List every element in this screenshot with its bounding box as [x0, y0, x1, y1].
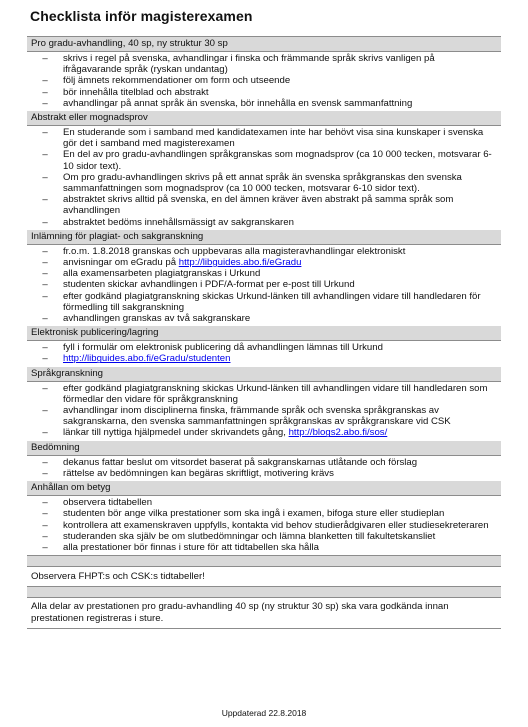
checklist-item [27, 149, 499, 171]
checklist-item [27, 268, 499, 279]
checklist-item [27, 405, 499, 427]
checklist-item [27, 291, 499, 313]
dash-bullet-icon: – [42, 279, 48, 291]
link[interactable]: http://blogs2.abo.fi/sos/ [288, 427, 388, 439]
item-text-segment: rättelse av bedömningen kan begäras skriftligt, motivering krävs [63, 467, 334, 479]
item-text-segment: En del av pro gradu-avhandlingen språkgranskas som mognadsprov (ca 10 000 tecken, motsvarar 6-10 sidor text). [63, 149, 492, 172]
checklist-table [27, 36, 501, 629]
item-text [63, 313, 499, 324]
item-text [63, 194, 499, 216]
item-text-segment: länkar till nyttiga hjälpmedel under skrivandets gång, [63, 427, 289, 439]
dash-bullet-icon: – [42, 290, 48, 302]
item-text-segment: studeranden ska själv be om slutbedömningar och lämna blanketten till fakultetskansliet [63, 530, 436, 542]
dash-bullet-icon: – [42, 194, 48, 206]
item-text-segment: abstraktet bedöms innehållsmässigt av sakgranskaren [63, 216, 294, 228]
item-text-segment: En studerande som i samband med kandidatexamen inte har behövt visa sina kunskaper i svenska gör det i samband med magisterexamen [63, 127, 484, 150]
checklist-item [27, 53, 499, 75]
item-text-segment: fyll i formulär om elektronisk publicering då avhandlingen lämnas till Urkund [63, 342, 383, 354]
item-text [63, 520, 499, 531]
footer-note: Alla delar av prestationen pro gradu-avhandling 40 sp (ny struktur 30 sp) ska vara godkända innan prestationen registreras i sture. [27, 598, 501, 628]
item-text [63, 291, 499, 313]
dash-bullet-icon: – [42, 313, 48, 325]
item-text [63, 257, 499, 268]
section-body [27, 245, 501, 326]
dash-bullet-icon: – [42, 86, 48, 98]
checklist-item [27, 98, 499, 109]
item-text [63, 172, 499, 194]
dash-bullet-icon: – [42, 171, 48, 183]
item-text [63, 342, 499, 353]
checklist-item [27, 457, 499, 468]
checklist [27, 497, 499, 553]
divider [27, 555, 501, 567]
dash-bullet-icon: – [42, 519, 48, 531]
item-text [63, 87, 499, 98]
dash-bullet-icon: – [42, 467, 48, 479]
checklist [27, 53, 499, 109]
item-text-segment: kontrollera att examenskraven uppfylls, kontakta vid behov studierådgivaren eller studiesekreteraren [63, 519, 489, 531]
dash-bullet-icon: – [42, 97, 48, 109]
dash-bullet-icon: – [42, 216, 48, 228]
checklist-item [27, 246, 499, 257]
item-text [63, 53, 499, 75]
section-heading: Abstrakt eller mognadsprov [27, 111, 501, 126]
item-text-segment: alla examensarbeten plagiatgranskas i Urkund [63, 268, 261, 280]
item-text-segment: abstraktet skrivs alltid på svenska, en del ämnen kräver även abstrakt på samma språk som avhandlingen [63, 194, 454, 217]
checklist-item [27, 194, 499, 216]
item-text-segment: avhandlingen granskas av två sakgranskare [63, 313, 251, 325]
section-body [27, 496, 501, 555]
dash-bullet-icon: – [42, 427, 48, 439]
checklist-item [27, 497, 499, 508]
page-title: Checklista inför magisterexamen [30, 8, 253, 24]
item-text-segment: studenten bör ange vilka prestationer som ska ingå i examen, bifoga sture eller studieplan [63, 508, 445, 520]
section-body [27, 126, 501, 230]
updated-date: Uppdaterad 22.8.2018 [221, 708, 307, 718]
dash-bullet-icon: – [42, 456, 48, 468]
dash-bullet-icon: – [42, 75, 48, 87]
item-text-segment: studenten skickar avhandlingen i PDF/A-format per e-post till Urkund [63, 279, 355, 291]
dash-bullet-icon: – [42, 53, 48, 64]
section-body [27, 456, 501, 481]
dash-bullet-icon: – [42, 508, 48, 520]
dash-bullet-icon: – [42, 382, 48, 394]
checklist [27, 457, 499, 479]
checklist-item [27, 127, 499, 149]
dash-bullet-icon: – [42, 541, 48, 553]
item-text [63, 149, 499, 171]
item-text [63, 268, 499, 279]
dash-bullet-icon: – [42, 353, 48, 365]
item-text-segment: dekanus fattar beslut om vitsordet baserat på sakgranskarnas utlåtande och förslag [63, 456, 418, 468]
checklist-item [27, 313, 499, 324]
checklist [27, 342, 499, 364]
item-text-segment: observera tidtabellen [63, 497, 153, 509]
item-text [63, 217, 499, 228]
item-text [63, 246, 499, 257]
section-heading: Bedömning [27, 441, 501, 456]
section-heading: Inlämning för plagiat- och sakgranskning [27, 230, 501, 245]
item-text [63, 75, 499, 86]
checklist-item [27, 468, 499, 479]
checklist-item [27, 172, 499, 194]
checklist-item [27, 342, 499, 353]
checklist [27, 383, 499, 439]
item-text [63, 279, 499, 290]
dash-bullet-icon: – [42, 127, 48, 139]
section-body [27, 52, 501, 111]
link[interactable]: http://libguides.abo.fi/eGradu/studenten [63, 353, 231, 365]
observe-note: Observera FHPT:s och CSK:s tidtabeller! [27, 567, 501, 587]
section-heading: Anhållan om betyg [27, 481, 501, 496]
dash-bullet-icon: – [42, 149, 48, 161]
item-text [63, 405, 499, 427]
item-text-segment: bör innehålla titelblad och abstrakt [63, 86, 209, 98]
dash-bullet-icon: – [42, 245, 48, 257]
item-text [63, 353, 499, 364]
section-body [27, 341, 501, 366]
dash-bullet-icon: – [42, 257, 48, 269]
checklist-item [27, 75, 499, 86]
item-text-segment: anvisningar om eGradu på [63, 257, 179, 269]
item-text [63, 127, 499, 149]
checklist-item [27, 217, 499, 228]
item-text-segment: avhandlingar inom disciplinerna finska, främmande språk och svenska språkgranskas av sakgranskarna, den svenska sammanfattningen språkgranskas av språkgranskare vid CSK [63, 405, 451, 428]
checklist-item [27, 383, 499, 405]
section-body [27, 382, 501, 441]
section-heading: Elektronisk publicering/lagring [27, 326, 501, 341]
item-text [63, 497, 499, 508]
item-text-segment: fr.o.m. 1.8.2018 granskas och uppbevaras alla magisteravhandlingar elektroniskt [63, 245, 406, 257]
dash-bullet-icon: – [42, 342, 48, 354]
item-text-segment: avhandlingar på annat språk än svenska, bör innehålla en svensk sammanfattning [63, 97, 413, 109]
item-text-segment: efter godkänd plagiatgranskning skickas Urkund-länken till avhandlingen vidare till handledaren som förmedlar den vidare för språkgranskning [63, 382, 488, 405]
item-text [63, 531, 499, 542]
dash-bullet-icon: – [42, 405, 48, 417]
item-text [63, 457, 499, 468]
checklist-item [27, 508, 499, 519]
section-heading: Språkgranskning [27, 367, 501, 382]
checklist-item [27, 542, 499, 553]
checklist-item [27, 520, 499, 531]
dash-bullet-icon: – [42, 497, 48, 509]
item-text-segment: skrivs i regel på svenska, avhandlingar i finska och främmande språk skrivs vanligen på ifrågavarande språk (ryskan undantag) [63, 53, 435, 76]
checklist [27, 127, 499, 228]
item-text-segment: följ ämnets rekommendationer om form och utseende [63, 75, 291, 87]
link[interactable]: http://libguides.abo.fi/eGradu [178, 257, 302, 269]
checklist-item [27, 257, 499, 268]
item-text [63, 468, 499, 479]
dash-bullet-icon: – [42, 530, 48, 542]
item-text [63, 508, 499, 519]
item-text [63, 383, 499, 405]
divider [27, 587, 501, 598]
checklist [27, 246, 499, 324]
item-text [63, 427, 499, 438]
checklist-item [27, 531, 499, 542]
item-text-segment: alla prestationer bör finnas i sture för att tidtabellen ska hålla [63, 541, 319, 553]
item-text [63, 542, 499, 553]
checklist-item [27, 279, 499, 290]
item-text-segment: Om pro gradu-avhandlingen skrivs på ett annat språk än svenska språkgranskas den svenska sammanfattningen som mognadsprov (ca 10 000 tecken, motsvarar 6-10 sidor text). [63, 171, 462, 195]
checklist-item [27, 353, 499, 364]
item-text [63, 98, 499, 109]
checklist-item [27, 427, 499, 438]
dash-bullet-icon: – [42, 268, 48, 280]
checklist-item [27, 87, 499, 98]
item-text-segment: efter godkänd plagiatgranskning skickas Urkund-länken till avhandlingen vidare till handledaren för förmedling till sakgranskning [63, 290, 481, 313]
section-heading: Pro gradu-avhandling, 40 sp, ny struktur 30 sp [27, 37, 501, 52]
